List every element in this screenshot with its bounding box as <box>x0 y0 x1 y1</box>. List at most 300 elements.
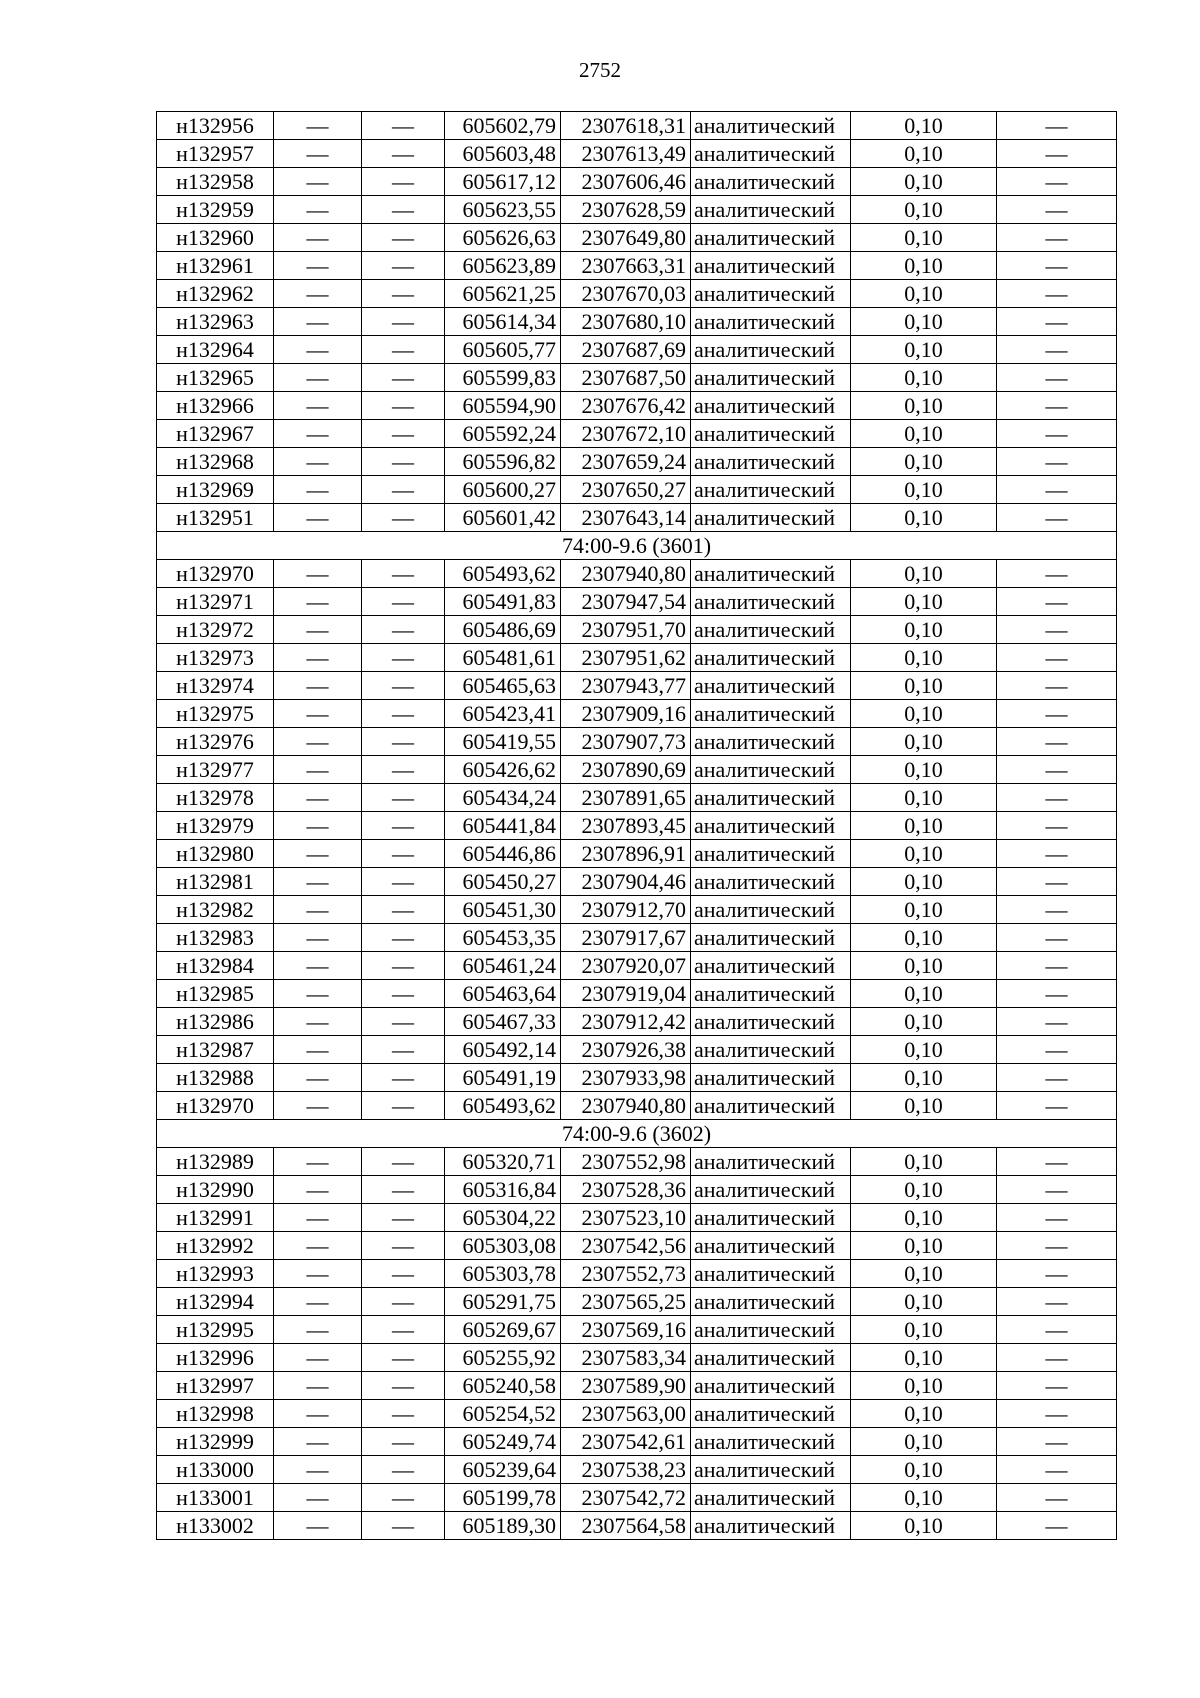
dash-cell: — <box>362 1036 445 1064</box>
x-coordinate-cell: 605446,86 <box>445 840 561 868</box>
precision-cell: 0,10 <box>851 1288 997 1316</box>
dash-cell: — <box>274 1064 362 1092</box>
table-row <box>157 1344 1117 1372</box>
dash-cell: — <box>274 1344 362 1372</box>
point-cell: н132964 <box>157 336 274 364</box>
point-cell: н132958 <box>157 168 274 196</box>
table-row <box>157 840 1117 868</box>
point-cell: н132989 <box>157 1148 274 1176</box>
x-coordinate-cell: 605481,61 <box>445 644 561 672</box>
x-coordinate-cell: 605240,58 <box>445 1372 561 1400</box>
note-cell: — <box>997 700 1117 728</box>
precision-cell: 0,10 <box>851 308 997 336</box>
method-cell: аналитический <box>691 224 851 252</box>
method-cell: аналитический <box>691 420 851 448</box>
x-coordinate-cell: 605601,42 <box>445 504 561 532</box>
table-row <box>157 1400 1117 1428</box>
x-coordinate-cell: 605453,35 <box>445 924 561 952</box>
dash-cell: — <box>274 924 362 952</box>
y-coordinate-cell: 2307542,61 <box>561 1428 691 1456</box>
dash-cell: — <box>274 1428 362 1456</box>
y-coordinate-cell: 2307523,10 <box>561 1204 691 1232</box>
x-coordinate-cell: 605254,52 <box>445 1400 561 1428</box>
table-row <box>157 392 1117 420</box>
note-cell: — <box>997 392 1117 420</box>
note-cell: — <box>997 1036 1117 1064</box>
point-cell: н133000 <box>157 1456 274 1484</box>
dash-cell: — <box>274 224 362 252</box>
x-coordinate-cell: 605596,82 <box>445 448 561 476</box>
y-coordinate-cell: 2307943,77 <box>561 672 691 700</box>
y-coordinate-cell: 2307618,31 <box>561 112 691 140</box>
y-coordinate-cell: 2307569,16 <box>561 1316 691 1344</box>
method-cell: аналитический <box>691 252 851 280</box>
method-cell: аналитический <box>691 504 851 532</box>
dash-cell: — <box>274 1036 362 1064</box>
y-coordinate-cell: 2307933,98 <box>561 1064 691 1092</box>
note-cell: — <box>997 868 1117 896</box>
x-coordinate-cell: 605463,64 <box>445 980 561 1008</box>
method-cell: аналитический <box>691 784 851 812</box>
note-cell: — <box>997 336 1117 364</box>
point-cell: н132975 <box>157 700 274 728</box>
precision-cell: 0,10 <box>851 952 997 980</box>
point-cell: н132960 <box>157 224 274 252</box>
y-coordinate-cell: 2307538,23 <box>561 1456 691 1484</box>
x-coordinate-cell: 605486,69 <box>445 616 561 644</box>
dash-cell: — <box>362 924 445 952</box>
dash-cell: — <box>274 700 362 728</box>
point-cell: н132993 <box>157 1260 274 1288</box>
dash-cell: — <box>274 616 362 644</box>
method-cell: аналитический <box>691 336 851 364</box>
method-cell: аналитический <box>691 1008 851 1036</box>
x-coordinate-cell: 605599,83 <box>445 364 561 392</box>
x-coordinate-cell: 605614,34 <box>445 308 561 336</box>
point-cell: н132992 <box>157 1232 274 1260</box>
y-coordinate-cell: 2307628,59 <box>561 196 691 224</box>
y-coordinate-cell: 2307940,80 <box>561 560 691 588</box>
method-cell: аналитический <box>691 308 851 336</box>
point-cell: н132962 <box>157 280 274 308</box>
method-cell: аналитический <box>691 756 851 784</box>
note-cell: — <box>997 420 1117 448</box>
dash-cell: — <box>362 952 445 980</box>
precision-cell: 0,10 <box>851 1036 997 1064</box>
method-cell: аналитический <box>691 280 851 308</box>
precision-cell: 0,10 <box>851 1512 997 1540</box>
method-cell: аналитический <box>691 980 851 1008</box>
y-coordinate-cell: 2307687,50 <box>561 364 691 392</box>
table-row <box>157 812 1117 840</box>
precision-cell: 0,10 <box>851 140 997 168</box>
y-coordinate-cell: 2307564,58 <box>561 1512 691 1540</box>
precision-cell: 0,10 <box>851 1400 997 1428</box>
method-cell: аналитический <box>691 1344 851 1372</box>
precision-cell: 0,10 <box>851 1064 997 1092</box>
x-coordinate-cell: 605419,55 <box>445 728 561 756</box>
x-coordinate-cell: 605621,25 <box>445 280 561 308</box>
note-cell: — <box>997 476 1117 504</box>
y-coordinate-cell: 2307687,69 <box>561 336 691 364</box>
section-header-row <box>157 532 1117 560</box>
method-cell: аналитический <box>691 616 851 644</box>
method-cell: аналитический <box>691 392 851 420</box>
note-cell: — <box>997 728 1117 756</box>
note-cell: — <box>997 1400 1117 1428</box>
note-cell: — <box>997 1148 1117 1176</box>
note-cell: — <box>997 560 1117 588</box>
dash-cell: — <box>274 336 362 364</box>
dash-cell: — <box>274 1092 362 1120</box>
dash-cell: — <box>274 196 362 224</box>
table-row <box>157 1428 1117 1456</box>
y-coordinate-cell: 2307680,10 <box>561 308 691 336</box>
table-row <box>157 952 1117 980</box>
dash-cell: — <box>362 700 445 728</box>
precision-cell: 0,10 <box>851 280 997 308</box>
dash-cell: — <box>362 1372 445 1400</box>
dash-cell: — <box>362 1064 445 1092</box>
dash-cell: — <box>274 1008 362 1036</box>
dash-cell: — <box>274 840 362 868</box>
point-cell: н132991 <box>157 1204 274 1232</box>
precision-cell: 0,10 <box>851 560 997 588</box>
dash-cell: — <box>362 1260 445 1288</box>
x-coordinate-cell: 605304,22 <box>445 1204 561 1232</box>
method-cell: аналитический <box>691 1064 851 1092</box>
table-row <box>157 924 1117 952</box>
table-row <box>157 784 1117 812</box>
y-coordinate-cell: 2307920,07 <box>561 952 691 980</box>
dash-cell: — <box>362 812 445 840</box>
dash-cell: — <box>362 868 445 896</box>
note-cell: — <box>997 1092 1117 1120</box>
method-cell: аналитический <box>691 1484 851 1512</box>
y-coordinate-cell: 2307606,46 <box>561 168 691 196</box>
dash-cell: — <box>274 1288 362 1316</box>
dash-cell: — <box>274 112 362 140</box>
point-cell: н132973 <box>157 644 274 672</box>
y-coordinate-cell: 2307542,56 <box>561 1232 691 1260</box>
dash-cell: — <box>362 1204 445 1232</box>
y-coordinate-cell: 2307552,98 <box>561 1148 691 1176</box>
precision-cell: 0,10 <box>851 168 997 196</box>
table-row <box>157 1484 1117 1512</box>
y-coordinate-cell: 2307589,90 <box>561 1372 691 1400</box>
table-row <box>157 168 1117 196</box>
precision-cell: 0,10 <box>851 700 997 728</box>
note-cell: — <box>997 952 1117 980</box>
x-coordinate-cell: 605434,24 <box>445 784 561 812</box>
x-coordinate-cell: 605605,77 <box>445 336 561 364</box>
note-cell: — <box>997 224 1117 252</box>
note-cell: — <box>997 672 1117 700</box>
precision-cell: 0,10 <box>851 812 997 840</box>
point-cell: н132969 <box>157 476 274 504</box>
dash-cell: — <box>274 812 362 840</box>
note-cell: — <box>997 196 1117 224</box>
table-row <box>157 756 1117 784</box>
method-cell: аналитический <box>691 1176 851 1204</box>
y-coordinate-cell: 2307919,04 <box>561 980 691 1008</box>
x-coordinate-cell: 605441,84 <box>445 812 561 840</box>
dash-cell: — <box>362 420 445 448</box>
y-coordinate-cell: 2307907,73 <box>561 728 691 756</box>
y-coordinate-cell: 2307947,54 <box>561 588 691 616</box>
precision-cell: 0,10 <box>851 336 997 364</box>
dash-cell: — <box>274 868 362 896</box>
dash-cell: — <box>362 168 445 196</box>
precision-cell: 0,10 <box>851 112 997 140</box>
point-cell: н132974 <box>157 672 274 700</box>
table-row <box>157 728 1117 756</box>
precision-cell: 0,10 <box>851 728 997 756</box>
dash-cell: — <box>274 588 362 616</box>
table-row <box>157 1176 1117 1204</box>
note-cell: — <box>997 1512 1117 1540</box>
x-coordinate-cell: 605592,24 <box>445 420 561 448</box>
precision-cell: 0,10 <box>851 588 997 616</box>
note-cell: — <box>997 896 1117 924</box>
method-cell: аналитический <box>691 1232 851 1260</box>
method-cell: аналитический <box>691 1400 851 1428</box>
dash-cell: — <box>362 336 445 364</box>
precision-cell: 0,10 <box>851 196 997 224</box>
table-row <box>157 1232 1117 1260</box>
precision-cell: 0,10 <box>851 1456 997 1484</box>
precision-cell: 0,10 <box>851 840 997 868</box>
method-cell: аналитический <box>691 196 851 224</box>
precision-cell: 0,10 <box>851 1428 997 1456</box>
point-cell: н132985 <box>157 980 274 1008</box>
table-row <box>157 1092 1117 1120</box>
method-cell: аналитический <box>691 952 851 980</box>
point-cell: н132996 <box>157 1344 274 1372</box>
x-coordinate-cell: 605303,78 <box>445 1260 561 1288</box>
dash-cell: — <box>362 728 445 756</box>
method-cell: аналитический <box>691 168 851 196</box>
point-cell: н132999 <box>157 1428 274 1456</box>
table-row <box>157 504 1117 532</box>
precision-cell: 0,10 <box>851 756 997 784</box>
note-cell: — <box>997 1372 1117 1400</box>
table-row <box>157 196 1117 224</box>
method-cell: аналитический <box>691 1092 851 1120</box>
note-cell: — <box>997 924 1117 952</box>
precision-cell: 0,10 <box>851 420 997 448</box>
y-coordinate-cell: 2307672,10 <box>561 420 691 448</box>
precision-cell: 0,10 <box>851 672 997 700</box>
y-coordinate-cell: 2307663,31 <box>561 252 691 280</box>
table-row <box>157 1372 1117 1400</box>
method-cell: аналитический <box>691 1260 851 1288</box>
x-coordinate-cell: 605600,27 <box>445 476 561 504</box>
x-coordinate-cell: 605269,67 <box>445 1316 561 1344</box>
point-cell: н132983 <box>157 924 274 952</box>
x-coordinate-cell: 605461,24 <box>445 952 561 980</box>
dash-cell: — <box>274 140 362 168</box>
table-row <box>157 980 1117 1008</box>
point-cell: н132967 <box>157 420 274 448</box>
x-coordinate-cell: 605467,33 <box>445 1008 561 1036</box>
dash-cell: — <box>274 476 362 504</box>
dash-cell: — <box>274 308 362 336</box>
dash-cell: — <box>362 1400 445 1428</box>
note-cell: — <box>997 980 1117 1008</box>
method-cell: аналитический <box>691 1148 851 1176</box>
y-coordinate-cell: 2307951,70 <box>561 616 691 644</box>
table-row <box>157 420 1117 448</box>
note-cell: — <box>997 616 1117 644</box>
method-cell: аналитический <box>691 1036 851 1064</box>
dash-cell: — <box>274 1316 362 1344</box>
precision-cell: 0,10 <box>851 1204 997 1232</box>
x-coordinate-cell: 605626,63 <box>445 224 561 252</box>
precision-cell: 0,10 <box>851 504 997 532</box>
dash-cell: — <box>274 1176 362 1204</box>
section-header-row <box>157 1120 1117 1148</box>
note-cell: — <box>997 756 1117 784</box>
table-row <box>157 224 1117 252</box>
method-cell: аналитический <box>691 1288 851 1316</box>
dash-cell: — <box>362 1148 445 1176</box>
dash-cell: — <box>362 476 445 504</box>
note-cell: — <box>997 308 1117 336</box>
precision-cell: 0,10 <box>851 1372 997 1400</box>
precision-cell: 0,10 <box>851 1092 997 1120</box>
precision-cell: 0,10 <box>851 1260 997 1288</box>
note-cell: — <box>997 1428 1117 1456</box>
method-cell: аналитический <box>691 1316 851 1344</box>
x-coordinate-cell: 605303,08 <box>445 1232 561 1260</box>
precision-cell: 0,10 <box>851 392 997 420</box>
dash-cell: — <box>274 392 362 420</box>
note-cell: — <box>997 504 1117 532</box>
y-coordinate-cell: 2307563,00 <box>561 1400 691 1428</box>
point-cell: н132968 <box>157 448 274 476</box>
table-row <box>157 280 1117 308</box>
y-coordinate-cell: 2307613,49 <box>561 140 691 168</box>
dash-cell: — <box>362 1232 445 1260</box>
point-cell: н132961 <box>157 252 274 280</box>
x-coordinate-cell: 605423,41 <box>445 700 561 728</box>
table-row <box>157 1260 1117 1288</box>
y-coordinate-cell: 2307583,34 <box>561 1344 691 1372</box>
note-cell: — <box>997 644 1117 672</box>
table-row <box>157 1036 1117 1064</box>
point-cell: н133001 <box>157 1484 274 1512</box>
dash-cell: — <box>362 1288 445 1316</box>
dash-cell: — <box>274 1260 362 1288</box>
table-row <box>157 308 1117 336</box>
dash-cell: — <box>274 448 362 476</box>
method-cell: аналитический <box>691 476 851 504</box>
method-cell: аналитический <box>691 728 851 756</box>
method-cell: аналитический <box>691 644 851 672</box>
table-row <box>157 672 1117 700</box>
x-coordinate-cell: 605199,78 <box>445 1484 561 1512</box>
y-coordinate-cell: 2307670,03 <box>561 280 691 308</box>
dash-cell: — <box>274 672 362 700</box>
table-row <box>157 448 1117 476</box>
precision-cell: 0,10 <box>851 1344 997 1372</box>
point-cell: н132976 <box>157 728 274 756</box>
x-coordinate-cell: 605249,74 <box>445 1428 561 1456</box>
dash-cell: — <box>274 1484 362 1512</box>
x-coordinate-cell: 605316,84 <box>445 1176 561 1204</box>
method-cell: аналитический <box>691 448 851 476</box>
precision-cell: 0,10 <box>851 1316 997 1344</box>
dash-cell: — <box>274 1400 362 1428</box>
note-cell: — <box>997 588 1117 616</box>
dash-cell: — <box>362 784 445 812</box>
point-cell: н132984 <box>157 952 274 980</box>
method-cell: аналитический <box>691 1456 851 1484</box>
x-coordinate-cell: 605493,62 <box>445 1092 561 1120</box>
x-coordinate-cell: 605617,12 <box>445 168 561 196</box>
dash-cell: — <box>362 448 445 476</box>
dash-cell: — <box>274 560 362 588</box>
x-coordinate-cell: 605623,89 <box>445 252 561 280</box>
x-coordinate-cell: 605603,48 <box>445 140 561 168</box>
note-cell: — <box>997 1064 1117 1092</box>
section-title: 74:00-9.6 (3602) <box>157 1120 1117 1148</box>
precision-cell: 0,10 <box>851 980 997 1008</box>
dash-cell: — <box>362 252 445 280</box>
point-cell: н132998 <box>157 1400 274 1428</box>
dash-cell: — <box>362 616 445 644</box>
y-coordinate-cell: 2307912,70 <box>561 896 691 924</box>
note-cell: — <box>997 1232 1117 1260</box>
page-number: 2752 <box>579 58 621 82</box>
precision-cell: 0,10 <box>851 784 997 812</box>
y-coordinate-cell: 2307909,16 <box>561 700 691 728</box>
note-cell: — <box>997 1344 1117 1372</box>
dash-cell: — <box>274 364 362 392</box>
precision-cell: 0,10 <box>851 868 997 896</box>
table-row <box>157 476 1117 504</box>
point-cell: н132988 <box>157 1064 274 1092</box>
point-cell: н132970 <box>157 1092 274 1120</box>
dash-cell: — <box>362 588 445 616</box>
dash-cell: — <box>362 1176 445 1204</box>
point-cell: н132972 <box>157 616 274 644</box>
y-coordinate-cell: 2307643,14 <box>561 504 691 532</box>
table-row <box>157 140 1117 168</box>
note-cell: — <box>997 1204 1117 1232</box>
point-cell: н132995 <box>157 1316 274 1344</box>
dash-cell: — <box>274 504 362 532</box>
x-coordinate-cell: 605491,83 <box>445 588 561 616</box>
dash-cell: — <box>362 1008 445 1036</box>
table-row <box>157 336 1117 364</box>
y-coordinate-cell: 2307552,73 <box>561 1260 691 1288</box>
dash-cell: — <box>362 756 445 784</box>
x-coordinate-cell: 605291,75 <box>445 1288 561 1316</box>
dash-cell: — <box>274 1512 362 1540</box>
dash-cell: — <box>274 1148 362 1176</box>
dash-cell: — <box>362 308 445 336</box>
y-coordinate-cell: 2307951,62 <box>561 644 691 672</box>
dash-cell: — <box>274 1232 362 1260</box>
method-cell: аналитический <box>691 1512 851 1540</box>
dash-cell: — <box>362 112 445 140</box>
dash-cell: — <box>274 168 362 196</box>
table-row <box>157 1064 1117 1092</box>
method-cell: аналитический <box>691 840 851 868</box>
note-cell: — <box>997 280 1117 308</box>
